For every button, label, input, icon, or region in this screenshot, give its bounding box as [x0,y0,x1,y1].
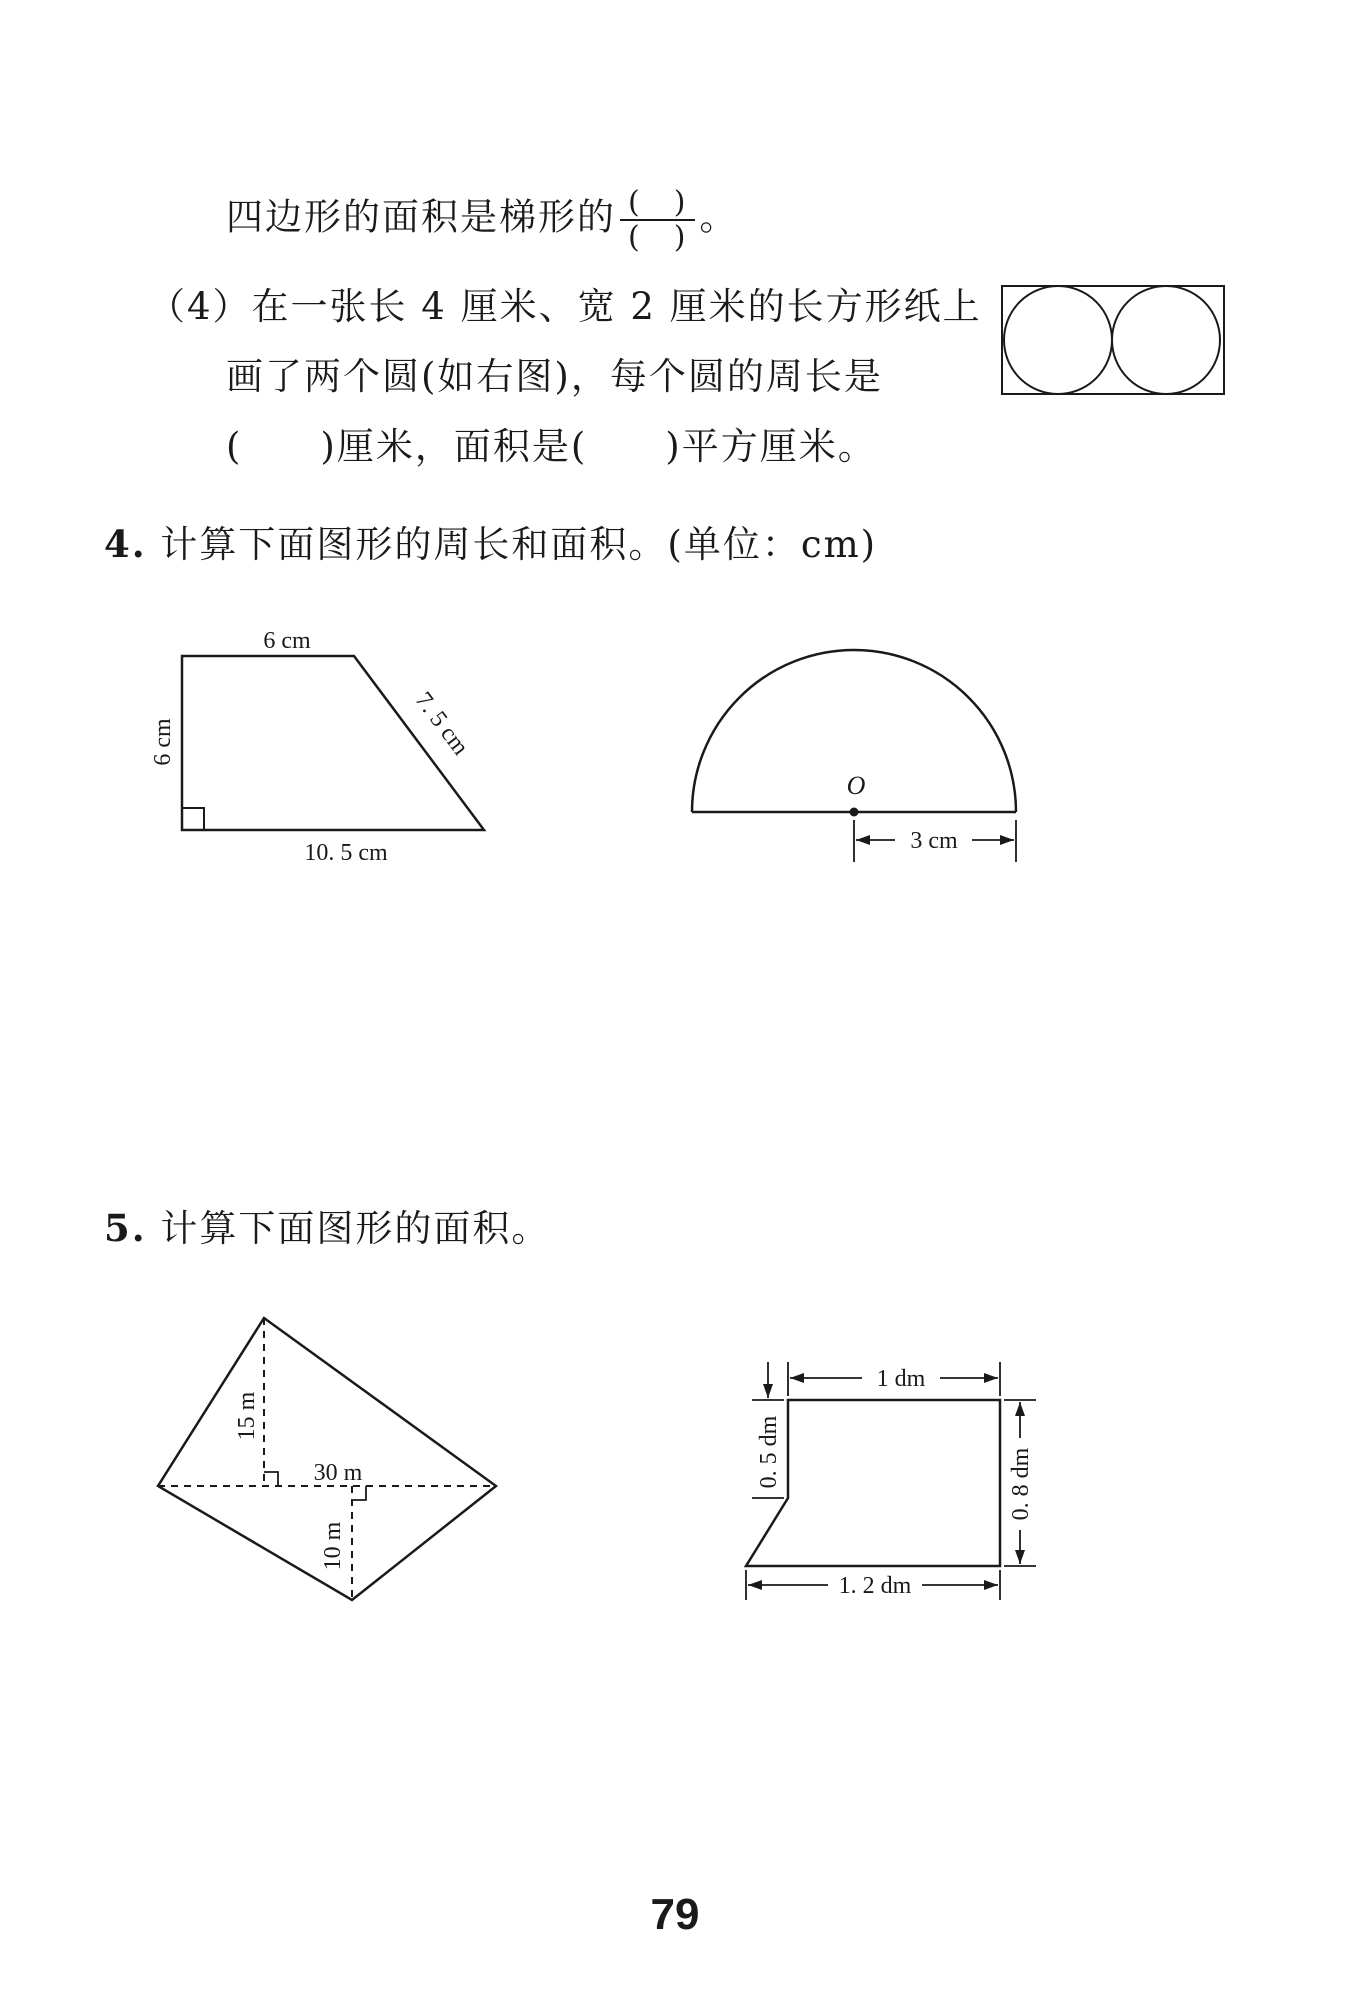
top-dim-arrow-left [790,1373,804,1383]
trapezoid-bottom-label: 10. 5 cm [304,840,388,866]
semicircle-arc [692,650,1016,812]
top-right-angle-mark [264,1472,278,1486]
bottom-right-angle-mark [352,1486,366,1500]
quadrilateral-outline [158,1318,496,1600]
dim-arrow-left [856,835,870,845]
bottom-height-label: 10 m [320,1521,346,1571]
top-height-label: 15 m [234,1391,260,1441]
fraction-numerator: ( ) [620,186,695,221]
dim-arrow-right [1000,835,1014,845]
left-dim-arrow [763,1384,773,1398]
fraction-blank[interactable] [620,186,695,254]
right-dim-arrow-top [1015,1402,1025,1416]
bottom-dim-label: 1. 2 dm [838,1573,912,1599]
fraction-denominator: ( ) [628,220,688,255]
q3-4-line1 [148,285,982,328]
left-circle [1004,286,1112,394]
q3-continuation [226,186,738,254]
trapezoid-outline [182,656,484,830]
right-dim-arrow-bottom [1015,1550,1025,1564]
right-circle [1112,286,1220,394]
page-number: 79 [650,1890,700,1939]
q4-number: 4. [104,522,147,566]
right-dim-label: 0. 8 dm [1008,1447,1034,1521]
center-label: O [846,771,866,800]
q3-suffix-text: 。 [699,195,739,239]
top-dim-arrow-right [984,1373,998,1383]
composite-outline [746,1400,1000,1566]
q5-number: 5. [104,1206,147,1250]
trapezoid-top-label: 6 cm [263,628,311,654]
q4-text: 计算下面图形的周长和面积。(单位：cm) [160,523,878,566]
trapezoid-left-label: 6 cm [150,718,176,766]
q3-4-text-line1: 在一张长 4 厘米、宽 2 厘米的长方形纸上 [251,285,982,328]
center-point [850,808,859,817]
q3-4-line3: ( )厘米，面积是( )平方厘米。 [226,425,877,468]
top-dim-label: 1 dm [876,1366,926,1392]
bottom-dim-arrow-right [984,1580,998,1590]
q4-title [104,522,878,566]
q3-4-line2: 画了两个圆(如右图)，每个圆的周长是 [226,355,883,398]
radius-label: 3 cm [910,828,958,854]
paper-rectangle [1002,286,1224,394]
diagonal-label: 30 m [313,1460,363,1486]
q5-title [104,1206,551,1250]
trapezoid-slant-label: 7. 5 cm [409,687,474,761]
left-dim-label: 0. 5 dm [756,1415,782,1489]
q3-prefix-text: 四边形的面积是梯形的 [226,195,616,239]
q3-4-label: （4） [148,285,252,328]
right-angle-mark [182,808,204,830]
q5-text: 计算下面图形的面积。 [160,1207,551,1250]
bottom-dim-arrow-left [748,1580,762,1590]
